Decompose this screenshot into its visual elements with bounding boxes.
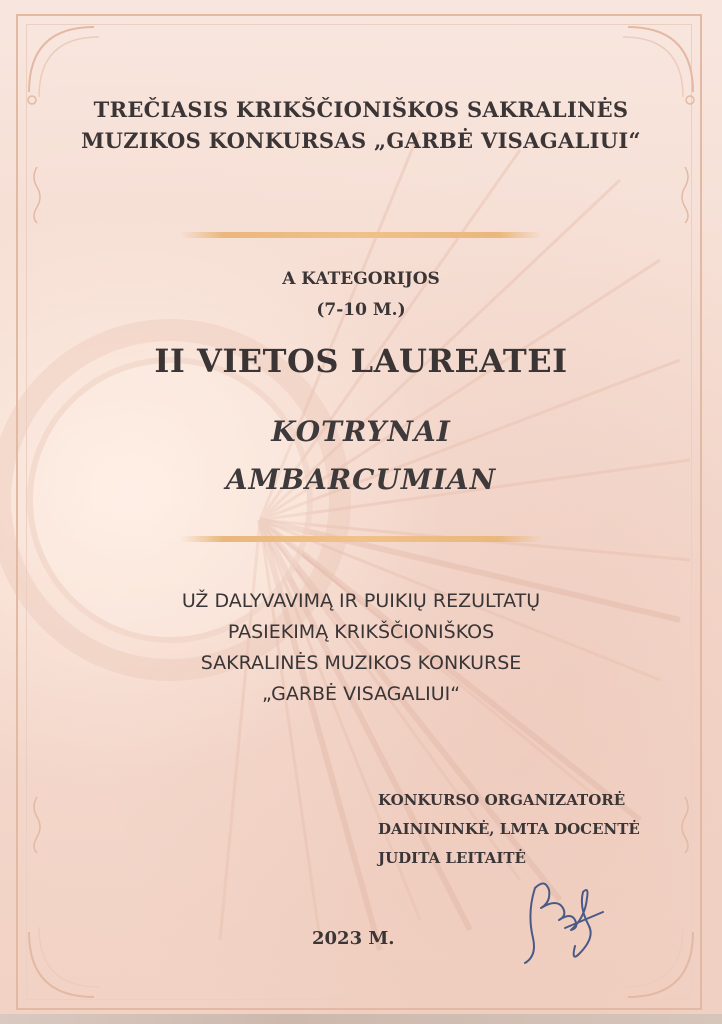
reason-line-4: „GARBĖ VISAGALIUI“: [261, 683, 461, 705]
organizer-block: [378, 786, 698, 873]
competition-title: [0, 94, 722, 156]
divider-top: [180, 232, 542, 238]
reason-line-1: UŽ DALYVAVIMĄ IR PUIKIŲ REZULTATŲ: [181, 590, 541, 612]
corner-ornament-bottom-right: [608, 912, 698, 1002]
award-reason: [0, 586, 722, 710]
reason-line-2: PASIEKIMĄ KRIKŠČIONIŠKOS: [227, 621, 495, 643]
organizer-role: KONKURSO ORGANIZATORĖ: [378, 791, 626, 809]
recipient-last-name: AMBARCUMIAN: [225, 463, 497, 496]
organizer-title: DAINININKĖ, LMTA DOCENTĖ: [378, 820, 640, 838]
award-title: II VIETOS LAUREATEI: [154, 342, 568, 380]
recipient-first-name: KOTRYNAI: [271, 415, 451, 448]
reason-line-3: SAKRALINĖS MUZIKOS KONKURSE: [200, 652, 522, 674]
handwritten-signature: [505, 868, 615, 968]
category-label: A KATEGORIJOS: [282, 269, 440, 289]
title-line-1: TREČIASIS KRIKŠČIONIŠKOS SAKRALINĖS: [93, 97, 629, 122]
bottom-edge-strip: [0, 1014, 722, 1024]
corner-ornament-bottom-left: [24, 912, 114, 1002]
recipient-name: [0, 408, 722, 504]
age-range: (7-10 M.): [316, 300, 406, 320]
divider-bottom: [180, 536, 542, 542]
certificate-year: 2023 M.: [312, 928, 395, 949]
organizer-name: JUDITA LEITAITĖ: [378, 849, 526, 867]
title-line-2: MUZIKOS KONKURSAS „GARBĖ VISAGALIUI“: [81, 128, 641, 153]
side-scroll-ornament-left-lower: [30, 795, 44, 855]
category-block: [0, 264, 722, 326]
side-scroll-ornament-left: [30, 165, 44, 225]
side-scroll-ornament-right: [678, 165, 692, 225]
